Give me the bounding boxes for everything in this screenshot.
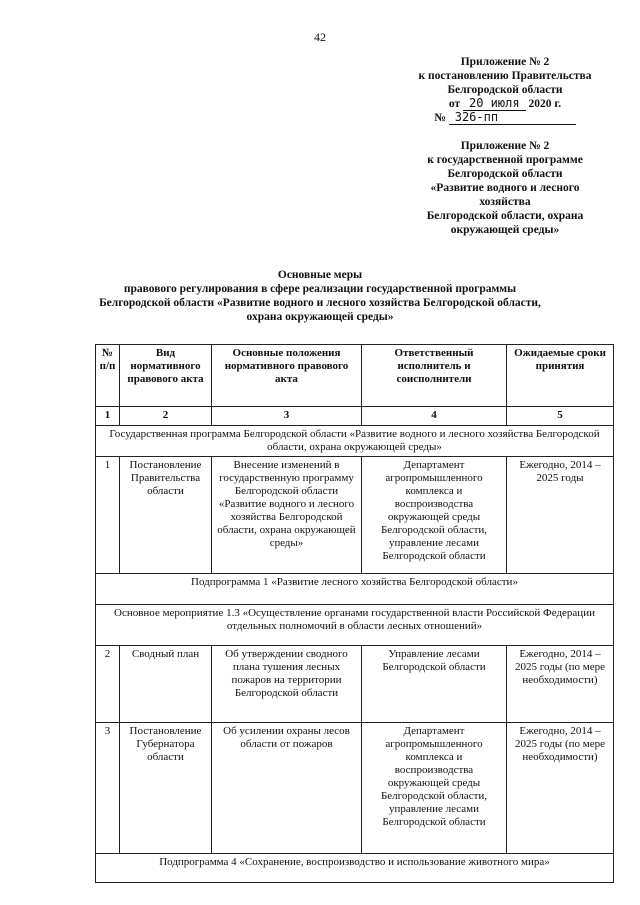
measures-table	[95, 344, 614, 883]
row-act-type: Сводный план	[120, 646, 212, 723]
row-provisions: Внесение изменений в государственную программу Белгородской области «Развитие водного и лесного хозяйства Белгородской области, охрана окружающей среды»	[212, 457, 362, 574]
main-measure-row	[96, 605, 614, 646]
subprogram-title: Подпрограмма 4 «Сохранение, воспроизводство и использование животного мира»	[96, 854, 614, 883]
title-line: охрана окружающей среды»	[246, 311, 394, 323]
row-deadline: Ежегодно, 2014 – 2025 годы	[507, 457, 614, 574]
title-line: правового регулирования в сфере реализации государственной программы	[123, 283, 517, 295]
row-deadline: Ежегодно, 2014 – 2025 годы (по мере необходимости)	[507, 723, 614, 854]
main-measure-title: Основное мероприятие 1.3 «Осуществление органами государственной власти Российской Федерации отдельных полномочий в области лесных отношений»	[96, 605, 614, 646]
column-number: 3	[212, 407, 362, 426]
document-title	[80, 268, 560, 324]
appendix-to-program	[405, 139, 605, 237]
header-executor: Ответственный исполнитель и соисполнители	[362, 345, 507, 407]
subprogram-row	[96, 574, 614, 605]
number-handwritten: 326-пп	[449, 111, 576, 125]
appendix-2-title: Приложение № 2	[460, 140, 550, 152]
subprogram-title: Подпрограмма 1 «Развитие лесного хозяйства Белгородской области»	[96, 574, 614, 605]
row-executor: Управление лесами Белгородской области	[362, 646, 507, 723]
subprogram-row	[96, 854, 614, 883]
row-deadline: Ежегодно, 2014 – 2025 годы (по мере необходимости)	[507, 646, 614, 723]
row-executor: Департамент агропромышленного комплекса и воспроизводства окружающей среды Белгородской области, управление лесами Белгородской области	[362, 723, 507, 854]
row-executor: Департамент агропромышленного комплекса и воспроизводства окружающей среды Белгородской области, управление лесами Белгородской области	[362, 457, 507, 574]
appendix-1-line3: Белгородской области	[447, 84, 563, 96]
program-row	[96, 426, 614, 457]
header-deadline: Ожидаемые сроки принятия	[507, 345, 614, 407]
title-line: Основные меры	[277, 269, 363, 281]
header-provisions: Основные положения нормативного правового акта	[212, 345, 362, 407]
row-act-type: Постановление Губернатора области	[120, 723, 212, 854]
page-number: 42	[314, 30, 326, 44]
column-number-row	[96, 407, 614, 426]
column-number: 1	[96, 407, 120, 426]
program-title: Государственная программа Белгородской области «Развитие водного и лесного хозяйства Белгородской области, охрана окружающей среды»	[96, 426, 614, 457]
column-number: 4	[362, 407, 507, 426]
table-row	[96, 723, 614, 854]
header-act-type: Вид нормативного правового акта	[120, 345, 212, 407]
row-act-type: Постановление Правительства области	[120, 457, 212, 574]
appendix-2-line: Белгородской области, охрана	[426, 210, 584, 222]
header-row	[96, 345, 614, 407]
appendix-2-line: хозяйства	[479, 196, 531, 208]
date-prefix: от	[448, 98, 461, 110]
row-num: 2	[96, 646, 120, 723]
date-handwritten: 20 июля	[463, 97, 526, 111]
header-num: № п/п	[96, 345, 120, 407]
appendix-to-resolution	[405, 55, 605, 125]
appendix-1-title: Приложение № 2	[460, 56, 550, 68]
appendix-2-line: окружающей среды»	[450, 224, 560, 236]
appendix-2-line: «Развитие водного и лесного	[430, 182, 580, 194]
row-provisions: Об утверждении сводного плана тушения лесных пожаров на территории Белгородской области	[212, 646, 362, 723]
row-num: 3	[96, 723, 120, 854]
column-number: 2	[120, 407, 212, 426]
title-line: Белгородской области «Развитие водного и лесного хозяйства Белгородской области,	[99, 297, 541, 309]
date-suffix: 2020 г.	[528, 98, 562, 110]
row-num: 1	[96, 457, 120, 574]
appendix-1-number	[405, 111, 605, 125]
table-row	[96, 646, 614, 723]
appendix-2-line: Белгородской области	[447, 168, 563, 180]
number-prefix: №	[434, 112, 446, 124]
row-provisions: Об усилении охраны лесов области от пожаров	[212, 723, 362, 854]
appendix-1-line2: к постановлению Правительства	[418, 70, 592, 82]
table-row	[96, 457, 614, 574]
appendix-2-line: к государственной программе	[427, 154, 583, 166]
column-number: 5	[507, 407, 614, 426]
appendix-1-date	[405, 97, 605, 111]
